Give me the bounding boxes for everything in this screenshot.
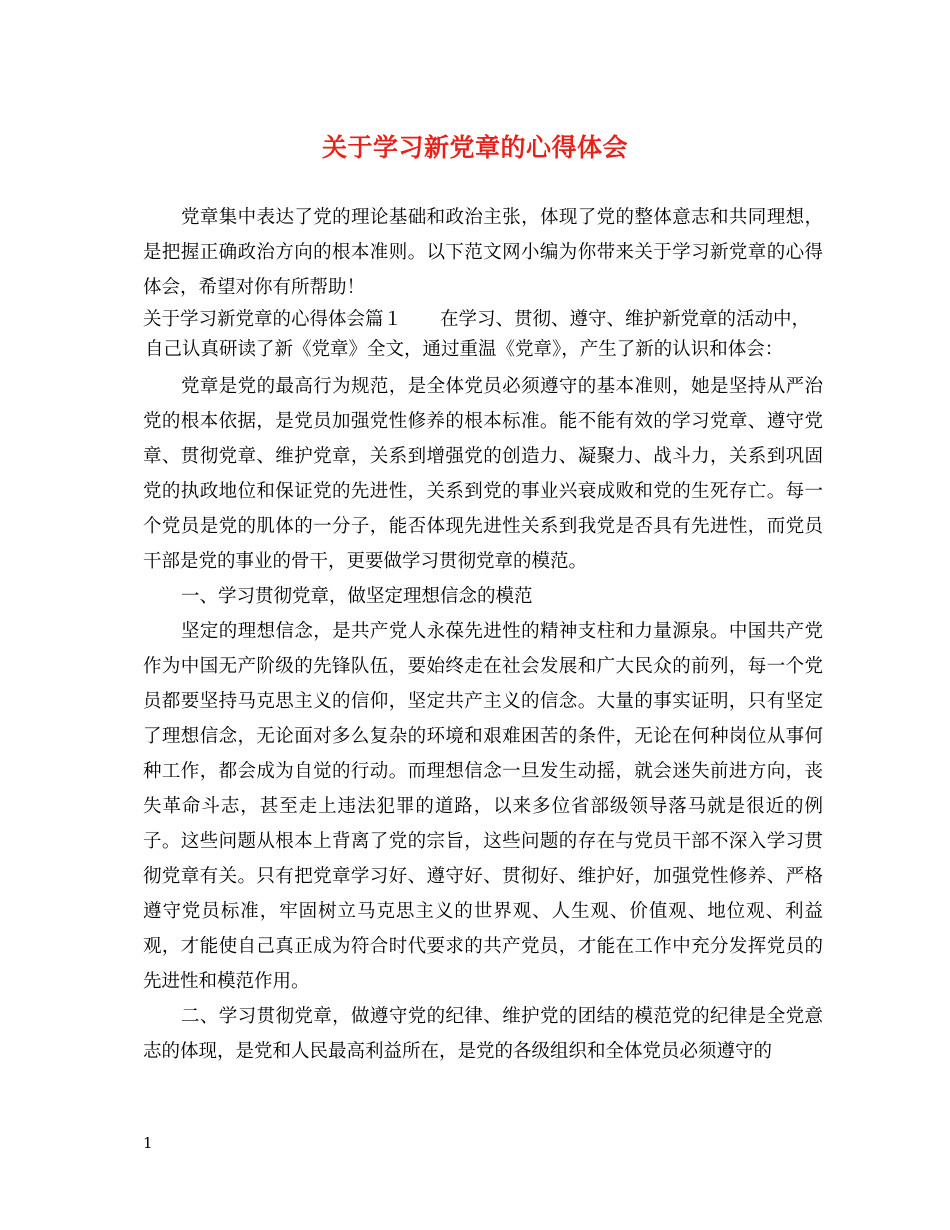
chapter-heading: 关于学习新党章的心得体会篇１	[143, 309, 403, 330]
body-paragraph-2: 坚定的理想信念，是共产党人永葆先进性的精神支柱和力量源泉。中国共产党作为中国无产阶级的先锋队伍，要始终走在社会发展和广大民众的前列，每一个党员都要坚持马克思主义的信仰，坚定共产主义的信念。大量的事实证明，只有坚定了理想信念，无论面对多么复杂的环境和艰难困苦的条件，无论在何种岗位从事何种工作，都会成为自觉的行动。而理想信念一旦发生动摇，就会迷失前进方向，丧失革命斗志，甚至走上违法犯罪的道路，以来多位省部级领导落马就是很近的例子。这些问题从根本上背离了党的宗旨，这些问题的存在与党员干部不深入学习贯彻党章有关。只有把党章学习好、遵守好、贯彻好、维护好，加强党性修养、严格遵守党员标准，牢固树立马克思主义的世界观、人生观、价值观、地位观、利益观，才能使自己真正成为符合时代要求的共产党员，才能在工作中充分发挥党员的先进性和模范作用。	[143, 621, 823, 992]
page-title: 关于学习新党章的心得体会	[321, 133, 628, 162]
body-paragraph-1: 党章是党的最高行为规范，是全体党员必须遵守的基本准则，她是坚持从严治党的根本依据，是党员加强党性修养的根本标准。能不能有效的学习党章、遵守党章、贯彻党章、维护党章，关系到增强党的创造力、凝聚力、战斗力，关系到巩固党的执政地位和保证党的先进性，关系到党的事业兴衰成败和党的生死存亡。每一个党员是党的肌体的一分子，能否体现先进性关系到我党是否具有先进性，而党员干部是党的事业的骨干，更要做学习贯彻党章的模范。	[143, 376, 823, 572]
body-paragraph-3: 二、学习贯彻党章，做遵守党的纪律、维护党的团结的模范党的纪律是全党意志的体现，是党和人民最高利益所在，是党的各级组织和全体党员必须遵守的	[143, 1006, 823, 1062]
intro-paragraph: 党章集中表达了党的理论基础和政治主张，体现了党的整体意志和共同理想，是把握正确政治方向的根本准则。以下范文网小编为你带来关于学习新党章的心得体会，希望对你有所帮助！	[143, 207, 823, 298]
document-body	[143, 200, 823, 1069]
section-heading-1: 一、学习贯彻党章，做坚定理想信念的模范	[181, 586, 533, 607]
chapter-heading-line	[143, 305, 823, 335]
chapter-intro-continued: 自己认真研读了新《党章》全文，通过重温《党章》，产生了新的认识和体会：	[145, 339, 784, 360]
page-number: 1	[143, 1134, 153, 1152]
chapter-intro-text: 在学习、贯彻、遵守、维护新党章的活动中，	[440, 309, 811, 330]
